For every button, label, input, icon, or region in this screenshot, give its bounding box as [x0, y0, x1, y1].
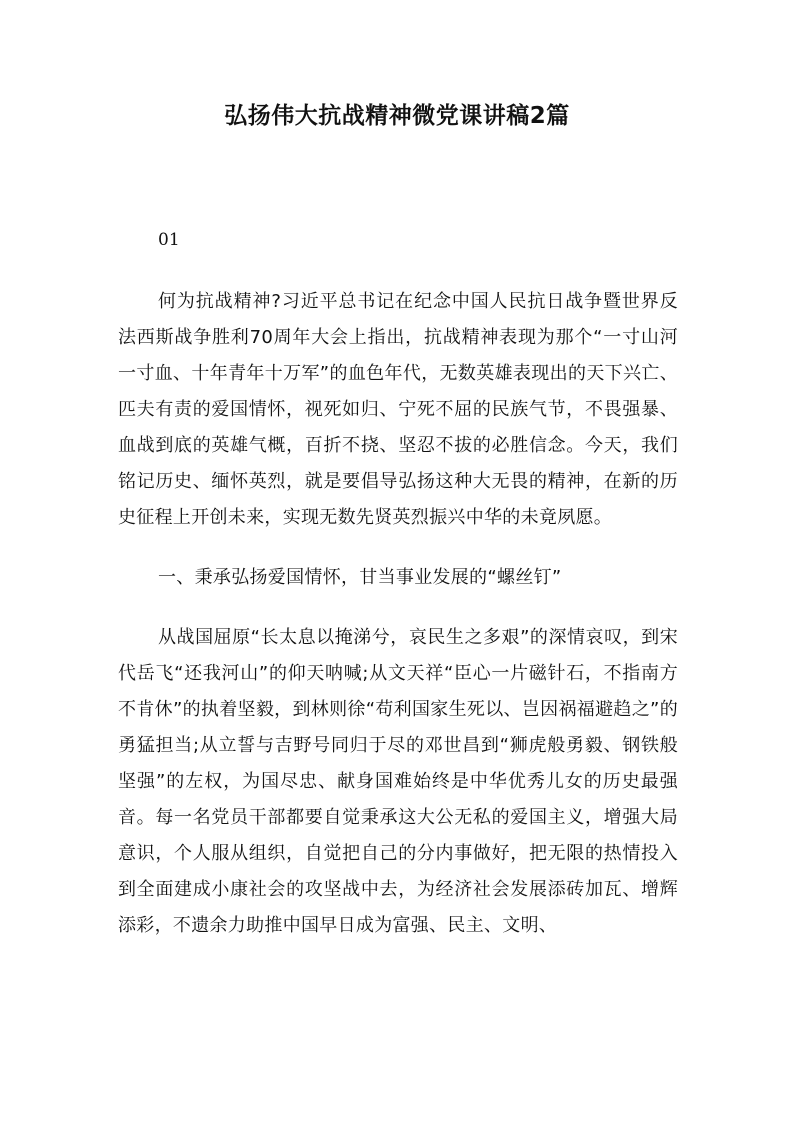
paragraph-gap: [118, 536, 678, 560]
section-heading-1: 一、秉承弘扬爱国情怀，甘当事业发展的“螺丝钉”: [158, 567, 562, 588]
document-title: 弘扬伟大抗战精神微党课讲稿2篇: [224, 103, 570, 129]
section-number: 01: [158, 230, 180, 250]
document-body: [118, 222, 678, 944]
paragraph-2: 从战国屈原“长太息以掩涕兮，哀民生之多艰”的深情哀叹，到宋代岳飞“还我河山”的仰天呐喊;从文天祥“臣心一片磁针石，不指南方不肯休”的执着坚毅，到林则徐“苟利国家生死以、岂因祸福避趋之”的勇猛担当;从立誓与吉野号同归于尽的邓世昌到“狮虎般勇毅、钢铁般坚强”的左权，为国尽忠、献身国难始终是中华优秀儿女的历史最强音。每一名党员干部都要自觉秉承这大公无私的爱国主义，增强大局意识，个人服从组织，自觉把自己的分内事做好，把无限的热情投入到全面建成小康社会的攻坚战中去，为经济社会发展添砖加瓦、增辉添彩，不遗余力助推中国早日成为富强、民主、文明、: [118, 627, 678, 936]
paragraph-1: 何为抗战精神?习近平总书记在纪念中国人民抗日战争暨世界反法西斯战争胜利70周年大会上指出，抗战精神表现为那个“一寸山河一寸血、十年青年十万军”的血色年代，无数英雄表现出的天下兴亡、匹夫有责的爱国情怀，视死如归、宁死不屈的民族气节，不畏强暴、血战到底的英雄气概，百折不挠、坚忍不拔的必胜信念。今天，我们铭记历史、缅怀英烈，就是要倡导弘扬这种大无畏的精神，在新的历史征程上开创未来，实现无数先贤英烈振兴中华的未竟夙愿。: [118, 291, 678, 528]
paragraph-gap: [118, 596, 678, 620]
